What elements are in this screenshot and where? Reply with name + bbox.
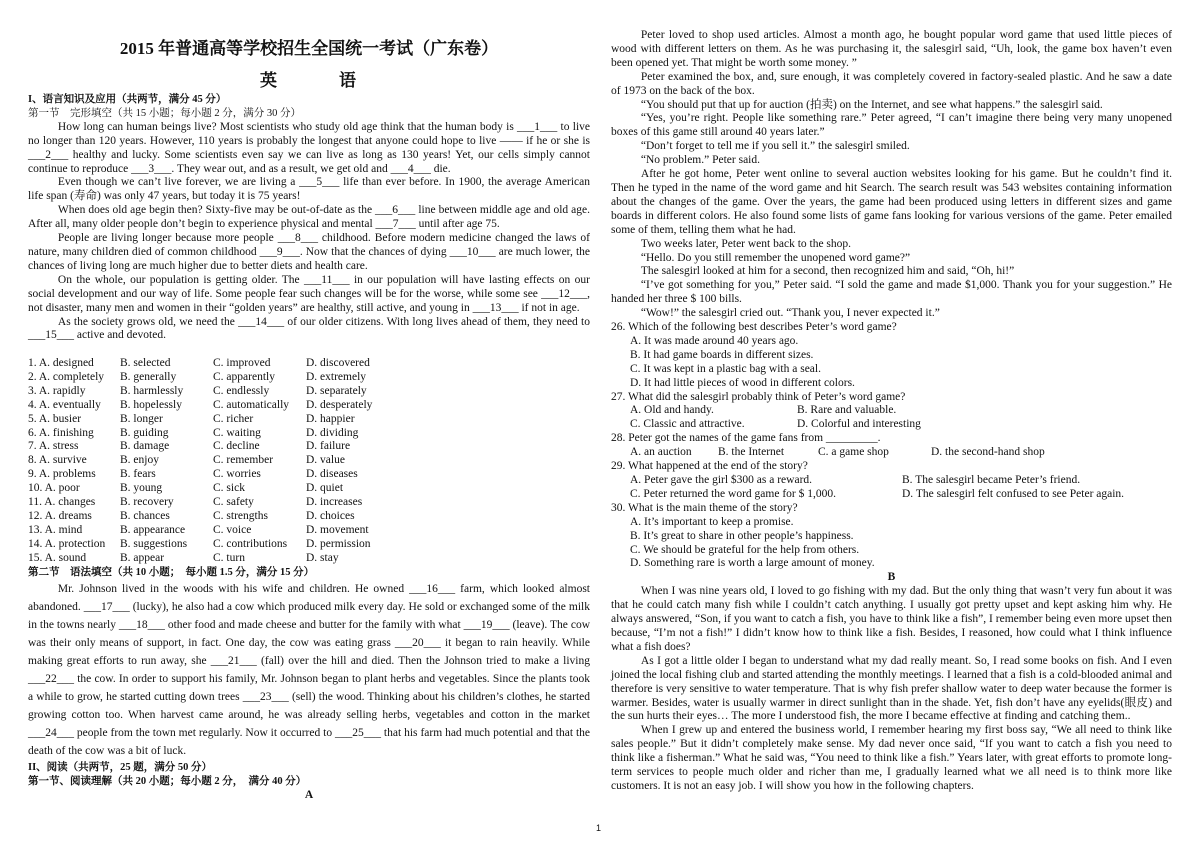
- grammar-block: [28, 566, 590, 760]
- passage-a-paragraph: Two weeks later, Peter went back to the shop.: [640, 237, 852, 250]
- passage-a-paragraph: “Don’t forget to tell me if you sell it.” the salesgirl smiled.: [640, 140, 910, 153]
- option-cell: B. enjoy: [120, 454, 159, 467]
- option-cell: C. safety: [213, 496, 254, 509]
- passage-a-paragraph: “Wow!” the salesgirl cried out. “Thank you, I never expected it.”: [640, 307, 940, 320]
- option-cell: C. decline: [213, 440, 260, 453]
- option-cell: 2. A. completely: [28, 370, 105, 383]
- option-row: [28, 510, 406, 524]
- cloze-paragraph: Even though we can’t live forever, we are living a ___5___ life than ever before. In 1900, the average American life span (寿命) was only 47 years, but today it is 75 years!: [28, 176, 590, 203]
- subject-char-1: 英: [260, 71, 279, 90]
- option-cell: C. richer: [213, 412, 254, 425]
- option-row: [28, 371, 406, 385]
- part1-block: [28, 93, 590, 343]
- option-cell: D. choices: [306, 509, 355, 522]
- passage-a-paragraph: Peter loved to shop used articles. Almost a month ago, he bought popular word game that used little pieces of wood with different letters on them. As he was purchasing it, the salesgirl said, “Uh, look, the game box haven’t even been opened yet. That might be worth some money. ”: [611, 29, 1172, 69]
- answer-option: C. Peter returned the word game for $ 1,000.: [630, 487, 836, 500]
- option-cell: D. diseases: [306, 468, 358, 481]
- page-number: 1: [596, 823, 602, 833]
- option-cell: D. discovered: [306, 357, 370, 369]
- passage-a-paragraph: “Yes, you’re right. People like something rare.” Peter agreed, “I can’t imagine there being very many unopened boxes of this game still around 40 years later.”: [611, 112, 1172, 139]
- option-cell: B. recovery: [120, 496, 174, 509]
- option-cell: C. apparently: [213, 370, 275, 383]
- option-row: [28, 454, 406, 468]
- cloze-paragraph: How long can human beings live? Most scientists who study old age think that the human body is ___1___ to live no longer than 120 years. However, 110 years is probably the longest that anyone could hope to live —— if he or she is ___2___ healthy and lucky. Some scientists even say we can live as long as 130 years! Yet, our cells simply cannot continue to reproduce ___3___. They wear out, and as a result, we get old and ___4___ die.: [28, 120, 590, 175]
- passage-a-paragraph: Peter examined the box, and, sure enough, it was completely covered in factory-sealed plastic. And he saw a date of 1973 on the back of the box.: [611, 70, 1172, 97]
- option-cell: D. desperately: [306, 398, 373, 411]
- option-cell: D. movement: [306, 523, 369, 536]
- option-cell: D. stay: [306, 551, 339, 564]
- passage-a-paragraph: “No problem.” Peter said.: [640, 154, 761, 167]
- answer-option: A. It’s important to keep a promise.: [630, 515, 794, 528]
- option-cell: B. selected: [120, 357, 171, 369]
- answer-option: A. an auction: [630, 446, 692, 459]
- option-cell: 14. A. protection: [28, 537, 106, 550]
- answer-option: B. Rare and valuable.: [797, 404, 897, 417]
- passage-a-paragraph: “You should put that up for auction (拍卖) on the Internet, and see what happens.” the salesgirl said.: [640, 98, 1103, 111]
- option-row: [28, 524, 406, 538]
- answer-option: C. a game shop: [818, 446, 889, 459]
- answer-option: C. Classic and attractive.: [630, 418, 745, 431]
- option-row: [28, 538, 406, 552]
- option-cell: D. failure: [306, 440, 351, 453]
- cloze-options-table: [28, 357, 406, 566]
- option-cell: 10. A. poor: [28, 482, 80, 495]
- option-cell: 7. A. stress: [28, 440, 79, 453]
- option-cell: D. permission: [306, 537, 371, 550]
- grammar-paragraph: Mr. Johnson lived in the woods with his wife and children. He owned ___16___ farm, which looked almost abandoned. ___17___ (lucky), he also had a cow which produced milk every day. He sold or exchanged some of the milk in the towns nearly ___18___ other food and made cheese and butter for the family with what ___19___ (leave). The cow was their only means of support, in fact. One day, the cow was eating grass ___20___ it began to rain heavily. While making great efforts to run away, she ___21___ (fall) over the hill and died. Then the Johnson tried to make a living ___22___ the cow. In order to support his family, Mr. Johnson began to plant herbs and vegetables. Since the plants took a while to grow, he started cutting down trees ___23___ (sell) the wood. Thinking about his children’s clothes, he started growing cotton too. When harvest came around, he was already selling herbs, vegetables and cotton in the market ___24___ people from the town met regularly. Now it occurred to ___25___ that his farm had much potential and that the death of the cow was a bit of luck.: [28, 582, 590, 757]
- option-row: [28, 496, 406, 510]
- passage-a-paragraph: “I’ve got something for you,” Peter said. “I sold the game and made $1,000. Thank you for your suggestion.” He handed her three $ 100 bills.: [611, 279, 1172, 306]
- option-cell: C. voice: [213, 523, 252, 536]
- option-row: [28, 468, 406, 482]
- option-cell: C. waiting: [213, 426, 261, 439]
- part1-heading: I、语言知识及应用（共两节，满分 45 分）: [28, 94, 227, 105]
- option-cell: B. suggestions: [120, 537, 188, 550]
- cloze-paragraph: People are living longer because more people ___8___ childhood. Before modern medicine changed the laws of nature, many children died of common childhood ___9___. Now that the chances of dying ___10___ are much lower, the chances of living long are much higher due to better diets and health care.: [28, 232, 590, 272]
- question-30: [611, 502, 1172, 572]
- subject-char-2: 语: [339, 71, 358, 90]
- passage-a: [611, 29, 1172, 794]
- part2-heading: II、阅读（共两节，25 题，满分 50 分）: [28, 762, 213, 773]
- option-cell: C. strengths: [213, 509, 268, 522]
- option-cell: B. guiding: [120, 426, 169, 439]
- passage-b-paragraph: As I got a little older I began to understand what my dad really meant. So, I read some books on fish. And I even joined the local fishing club and started attending the monthly meetings. I learned that a fish is a cold-blooded animal and therefore is very sensitive to water temperature. That is why fish prefer shallow water to deep water because the former is warmer. Besides, water is usually warmer in direct sunlight than in the shade. Yet, fish don’t have any eyelids(眼皮) and the sun hurts their eyes… The more I understood fish, the more I became effective at finding and catching them..: [611, 654, 1172, 723]
- answer-option: D. the second-hand shop: [931, 446, 1045, 459]
- cloze-paragraph: When does old age begin then? Sixty-five may be out-of-date as the ___6___ line between middle age and old age. After all, many older people don’t begin to experience physical and mental ___7___ until after age 75.: [28, 204, 590, 231]
- answer-option: D. Colorful and interesting: [797, 418, 921, 431]
- cloze-paragraph: On the whole, our population is getting older. The ___11___ in our population will have lasting effects on our social development and our way of life. Some people fear such changes will be for the worse, while some see ___12___, not disaster, many men and women in their “golden years” are healthy, still active, and young in ___13___ if not in age.: [28, 273, 590, 314]
- option-cell: B. harmlessly: [120, 384, 184, 397]
- option-cell: 12. A. dreams: [28, 509, 92, 522]
- option-cell: C. turn: [213, 551, 245, 564]
- answer-option: D. Something rare is worth a large amount of money.: [630, 557, 875, 570]
- question-29: [611, 460, 1172, 502]
- option-cell: D. happier: [306, 412, 355, 425]
- option-cell: D. value: [306, 454, 345, 467]
- passage-a-paragraph: “Hello. Do you still remember the unopened word game?”: [640, 251, 911, 264]
- option-cell: C. automatically: [213, 398, 290, 411]
- option-row: [28, 440, 406, 454]
- option-cell: B. young: [120, 482, 163, 495]
- option-cell: C. improved: [213, 357, 271, 369]
- option-cell: B. longer: [120, 412, 163, 425]
- answer-option: C. We should be grateful for the help from others.: [630, 543, 860, 556]
- answer-option: A. Peter gave the girl $300 as a reward.: [630, 474, 813, 486]
- question-stem: 30. What is the main theme of the story?: [611, 501, 798, 514]
- answer-option: C. It was kept in a plastic bag with a seal.: [630, 362, 821, 375]
- passage-b-paragraph: When I grew up and entered the business world, I remember hearing my first boss say, “We all need to think like sales people.” But it didn’t completely make sense. My dad never once said, “If you want to catch a fish you need to think like a fisherman.” What he said was, “You need to think like a fish.” Years later, with great efforts to promote long-term services to people much older and richer than me, I gradually learned what we all need is to think more like customers. It is not an easy job. I will show you how in the following chapters.: [611, 724, 1172, 792]
- question-28: [611, 432, 1172, 460]
- option-cell: C. sick: [213, 482, 245, 495]
- option-cell: 5. A. busier: [28, 412, 82, 425]
- cloze-heading: 第一节 完形填空（共 15 小题；每小题 2 分，满分 30 分）: [28, 107, 301, 119]
- answer-option: D. The salesgirl felt confused to see Peter again.: [902, 487, 1125, 500]
- part2-block: [28, 761, 590, 803]
- option-row: [28, 482, 406, 496]
- passage-a-paragraph: The salesgirl looked at him for a second, then recognized him and said, “Oh, hi!”: [640, 265, 1015, 278]
- option-row: [28, 357, 406, 371]
- answer-option: A. It was made around 40 years ago.: [630, 334, 799, 347]
- grammar-heading: 第二节 语法填空（共 10 小题； 每小题 1.5 分，满分 15 分）: [28, 567, 315, 578]
- option-cell: B. generally: [120, 370, 177, 383]
- passage-b-paragraph: When I was nine years old, I loved to go fishing with my dad. But the only thing that wasn’t very fun about it was that he could catch many fish while I couldn’t catch anything. I usually got pretty upset and kept asking him why. He always answered, “Son, if you want to catch a fish, you have to think like a fish”, I remember being even more upset then because, “I’m not a fish!” I didn’t know how to think like a fish. Besides, I reasoned, how could what I think influence what a fish does?: [611, 585, 1172, 653]
- passage-a-label: A: [304, 788, 314, 801]
- option-cell: 13. A. mind: [28, 523, 83, 536]
- option-row: [28, 385, 406, 399]
- subject-heading: [28, 66, 590, 91]
- question-26: [611, 321, 1172, 391]
- answer-option: B. The salesgirl became Peter’s friend.: [902, 474, 1081, 486]
- reading-heading: 第一节、阅读理解（共 20 小题；每小题 2 分， 满分 40 分）: [28, 775, 307, 787]
- option-cell: B. hopelessly: [120, 398, 182, 411]
- option-cell: 1. A. designed: [28, 357, 94, 369]
- option-cell: 11. A. changes: [28, 496, 96, 509]
- option-cell: B. appear: [120, 551, 165, 564]
- option-cell: 4. A. eventually: [28, 398, 101, 411]
- option-cell: C. endlessly: [213, 384, 270, 397]
- cloze-paragraph: As the society grows old, we need the ___14___ of our older citizens. With long lives ahead of them, they need to ___15___ active and devoted.: [28, 315, 590, 342]
- option-row: [28, 427, 406, 441]
- option-cell: 9. A. problems: [28, 468, 96, 481]
- option-cell: B. fears: [120, 468, 156, 481]
- option-cell: C. contributions: [213, 537, 288, 550]
- option-cell: D. dividing: [306, 426, 359, 439]
- option-cell: D. quiet: [306, 482, 344, 495]
- option-cell: B. damage: [120, 440, 170, 453]
- option-cell: 3. A. rapidly: [28, 384, 86, 397]
- option-row: [28, 399, 406, 413]
- question-stem: 26. Which of the following best describes Peter’s word game?: [611, 321, 897, 334]
- option-cell: B. chances: [120, 509, 170, 522]
- option-cell: C. worries: [213, 468, 261, 481]
- exam-title: 2015 年普通高等学校招生全国统一考试（广东卷）: [119, 39, 499, 58]
- option-cell: 6. A. finishing: [28, 426, 94, 439]
- passage-a-paragraph: After he got home, Peter went online to several auction websites looking for his game. But he couldn’t find it. Then he typed in the name of the word game and hit Search. The search result was 543 websites containing information about the changes of the game. Over the years, the game had been produced using letters in different sizes and game boards in different colors. He also found some lists of game fans looking for various versions of the game. Peter emailed some of them, telling them what he had.: [611, 168, 1172, 236]
- option-cell: 15. A. sound: [28, 551, 87, 564]
- passage-b-label: B: [887, 571, 896, 584]
- option-cell: C. remember: [213, 454, 274, 467]
- question-27: [611, 391, 1172, 433]
- question-stem: 29. What happened at the end of the story?: [611, 460, 808, 473]
- answer-option: D. It had little pieces of wood in different colors.: [630, 376, 855, 389]
- question-stem: 28. Peter got the names of the game fans from _________.: [611, 432, 881, 445]
- answer-option: B. It’s great to share in other people’s happiness.: [630, 529, 854, 542]
- option-cell: D. separately: [306, 384, 367, 397]
- answer-option: A. Old and handy.: [630, 404, 714, 417]
- question-stem: 27. What did the salesgirl probably think of Peter’s word game?: [611, 390, 906, 403]
- option-cell: D. increases: [306, 496, 363, 509]
- option-cell: D. extremely: [306, 370, 367, 383]
- answer-option: B. the Internet: [718, 446, 785, 459]
- option-cell: B. appearance: [120, 523, 186, 536]
- option-row: [28, 413, 406, 427]
- answer-option: B. It had game boards in different sizes.: [630, 348, 814, 361]
- option-row: [28, 552, 406, 566]
- option-cell: 8. A. survive: [28, 454, 87, 467]
